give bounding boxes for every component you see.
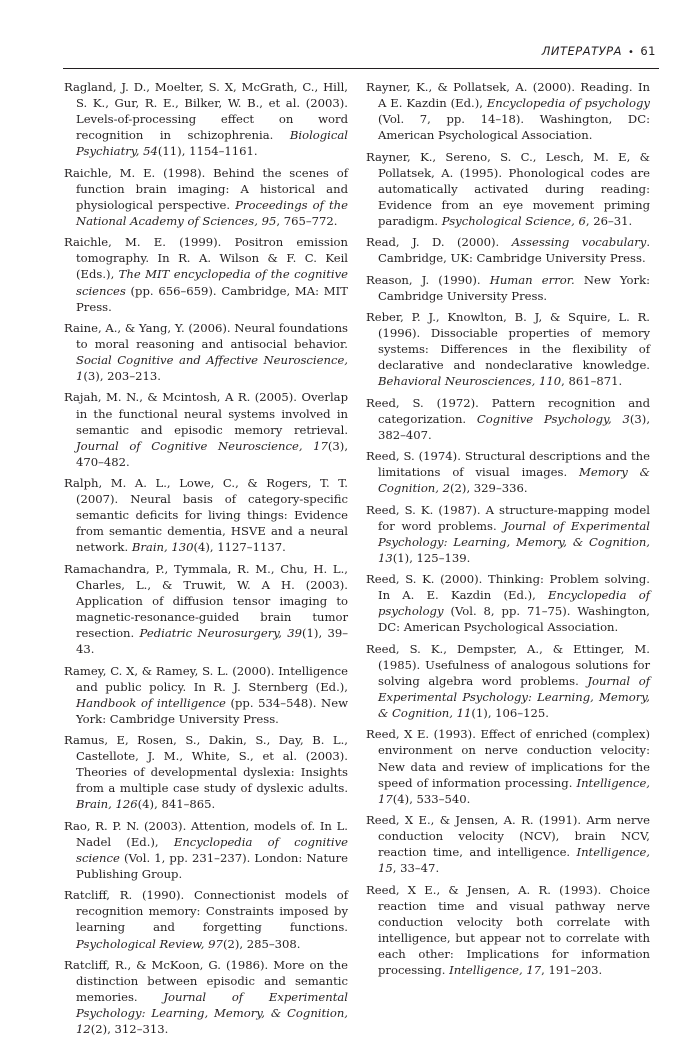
reference-text: (pp. 534–548). New York: Cambridge University Press.	[76, 695, 348, 726]
reference-entry	[366, 149, 650, 229]
reference-source: Handbook of intelligence	[76, 695, 226, 710]
reference-source: Journal of Experimental Psychology: Learning, Memory, & Cognition, 12	[76, 990, 348, 1037]
reference-text: Reber, P. J., Knowlton, B. J, & Squire, L. R. (1996). Dissociable properties of memory systems: Differences in the flexibility of declarative and nondeclarative knowledge.	[366, 309, 650, 373]
reference-source: Cognitive Psychology, 3	[476, 411, 630, 426]
reference-entry	[366, 448, 650, 496]
reference-text: , 765–772.	[276, 213, 338, 228]
reference-text: Reed, S. K., Dempster, A., & Ettinger, M. (1985). Usefulness of analogous solutions for solving algebra word problems.	[366, 641, 650, 688]
reference-source: Human error.	[489, 272, 575, 287]
reference-entry	[366, 812, 650, 876]
reference-text: (2), 285–308.	[222, 936, 301, 951]
reference-column-right	[366, 79, 650, 983]
reference-entry	[64, 320, 348, 384]
reference-text: Ramachandra, P., Tymmala, R. M., Chu, H. L., Charles, L., & Truwit, W. A H. (2003). Application of diffusion tensor imaging to magnetic-resonance-guided brain tumor resection.	[64, 561, 348, 641]
reference-text: Reed, X E., & Jensen, A. R. (1991). Arm nerve conduction velocity (NCV), brain NCV, reaction time, and intelligence.	[366, 813, 650, 860]
reference-text: Reed, X E., & Jensen, A. R. (1993). Choice reaction time and visual pathway nerve conduction velocity both correlate with intelligence, but appear not to correlate with each other: Implications for information processing.	[366, 882, 650, 978]
reference-text: (4), 533–540.	[392, 791, 471, 806]
reference-text: Reed, S. K. (1987). A structure-mapping model for word problems.	[366, 502, 650, 533]
reference-source: Biological Psychiatry, 54	[76, 128, 348, 159]
reference-text: (Vol. 1, pp. 231–237). London: Nature Publishing Group.	[76, 850, 348, 881]
reference-text: (11), 1154–1161.	[157, 144, 258, 159]
section-title: ЛИТЕРАТУРА	[541, 44, 622, 58]
reference-entry	[366, 502, 650, 566]
reference-source: Brain, 126	[76, 797, 138, 812]
reference-text: Rayner, K., Sereno, S. C., Lesch, M. E, & Pollatsek, A. (1995). Phonological codes are automatically activated during reading: Evidence from an eye movement priming paradigm.	[366, 149, 650, 228]
reference-text: . Cambridge, UK: Cambridge University Press.	[378, 235, 650, 266]
reference-entry	[64, 663, 348, 727]
reference-source: Journal of Cognitive Neuroscience, 17	[76, 438, 328, 453]
reference-source: Intelligence, 17	[449, 963, 542, 978]
reference-text: (1), 39–43.	[76, 626, 348, 657]
reference-text: Rajah, M. N., & Mcintosh, A R. (2005). Overlap in the functional neural systems involved in semantic and episodic memory retrieval.	[64, 390, 348, 437]
reference-entry	[366, 272, 650, 304]
reference-text: Raine, A., & Yang, Y. (2006). Neural foundations to moral reasoning and antisocial behavior.	[64, 320, 348, 351]
reference-entry	[64, 165, 348, 229]
reference-source: Psychological Science, 6	[441, 213, 586, 228]
reference-text: Ratcliff, R., & McKoon, G. (1986). More on the distinction between episodic and semantic memories.	[64, 957, 348, 1005]
page-number: 61	[640, 44, 656, 58]
reference-entry	[64, 389, 348, 469]
reference-source: Brain, 130	[131, 540, 194, 555]
reference-entry	[64, 818, 348, 882]
reference-text: (Vol. 8, pp. 71–75). Washington, DC: American Psychological Association.	[378, 604, 650, 635]
reference-source: Encyclopedia of cognitive science	[76, 834, 348, 865]
reference-text: , 861–871.	[561, 374, 623, 389]
reference-text: Reed, X E. (1993). Effect of enriched (complex) environment on nerve conduction velocity: New data and review of implications for the speed of information processing.	[366, 727, 650, 790]
reference-entry	[366, 395, 650, 443]
reference-source: Pediatric Neurosurgery, 39	[139, 626, 303, 641]
reference-text: Reed, S. (1972). Pattern recognition and categorization.	[366, 395, 650, 426]
reference-source: Intelligence, 17	[378, 775, 650, 806]
reference-text: Ramus, E, Rosen, S., Dakin, S., Day, B. L., Castellote, J. M., White, S., et al. (2003). Theories of developmental dyslexia: Insights from a multiple case study of dyslexic adults.	[64, 733, 348, 796]
reference-entry	[366, 309, 650, 389]
reference-text: Raichle, M. E. (1999). Positron emission tomography. In R. A. Wilson & F. C. Keil (Eds.),	[64, 235, 348, 282]
reference-entry	[366, 571, 650, 635]
running-head	[542, 44, 656, 58]
reference-text: (3), 470–482.	[76, 438, 348, 469]
reference-text: New York: Cambridge University Press.	[378, 272, 651, 303]
reference-text: (Vol. 7, pp. 14–18). Washington, DC: American Psychological Association.	[378, 112, 650, 143]
reference-entry	[64, 79, 348, 159]
reference-text: (2), 312–313.	[90, 1022, 169, 1037]
reference-text: (3), 382–407.	[378, 411, 650, 442]
reference-source: Social Cognitive and Affective Neuroscience, 1	[76, 353, 348, 384]
reference-text: (pp. 656–659). Cambridge, MA: MIT Press.	[76, 283, 348, 314]
reference-source: Psychological Review, 97	[76, 936, 223, 951]
reference-text: Ragland, J. D., Moelter, S. X, McGrath, C., Hill, S. K., Gur, R. E., Bilker, W. B., et al. (2003). Levels-of-processing effect on word recognition in schizophrenia.	[64, 80, 348, 143]
reference-entry	[64, 475, 348, 555]
reference-entry	[366, 882, 650, 979]
reference-entry	[64, 732, 348, 812]
reference-text: Reed, S. (1974). Structural descriptions and the limitations of visual images.	[366, 449, 650, 480]
reference-text: (3), 203–213.	[83, 369, 161, 384]
reference-text: Rao, R. P. N. (2003). Attention, models of. In L. Nadel (Ed.),	[64, 818, 348, 849]
reference-text: , 191–203.	[541, 963, 603, 978]
reference-source: Assessing vocabulary	[511, 235, 647, 250]
reference-text: , 33–47.	[392, 861, 440, 876]
reference-text: Reason, J. (1990).	[366, 272, 490, 287]
reference-source: Memory & Cognition, 2	[378, 465, 650, 496]
reference-source: Journal of Experimental Psychology: Learning, Memory, & Cognition, 13	[378, 518, 650, 565]
reference-text: (2), 329–336.	[450, 481, 528, 496]
header-separator: •	[627, 47, 635, 58]
reference-source: Journal of Experimental Psychology: Learning, Memory, & Cognition, 11	[378, 673, 650, 721]
reference-text: Ramey, C. X, & Ramey, S. L. (2000). Intelligence and public policy. In R. J. Sternberg (Ed.),	[64, 663, 348, 694]
reference-text: Rayner, K., & Pollatsek, A. (2000). Reading. In A E. Kazdin (Ed.),	[366, 80, 650, 111]
reference-source: Behavioral Neurosciences, 110	[378, 374, 562, 389]
reference-text: (4), 1127–1137.	[193, 540, 286, 555]
reference-entry	[366, 234, 650, 266]
header-rule	[63, 68, 659, 69]
reference-source: Intelligence, 15	[378, 845, 650, 876]
reference-column-left	[64, 79, 348, 1043]
reference-text: (1), 106–125.	[471, 706, 549, 721]
reference-entry	[64, 887, 348, 951]
reference-entry	[366, 726, 650, 806]
reference-source: Encyclopedia of psychology	[378, 588, 651, 619]
reference-text: , 26–31.	[585, 213, 633, 228]
reference-source: The MIT encyclopedia of the cognitive sciences	[76, 267, 348, 298]
reference-text: (4), 841–865.	[137, 797, 216, 812]
reference-text: Ratcliff, R. (1990). Connectionist models of recognition memory: Constraints imposed by learning and forgetting functions.	[64, 888, 348, 935]
reference-text: Read, J. D. (2000).	[366, 235, 512, 250]
reference-entry	[64, 561, 348, 658]
reference-text: Raichle, M. E. (1998). Behind the scenes of function brain imaging: A historical and physiological perspective.	[64, 165, 348, 212]
reference-text: Ralph, M. A. L., Lowe, C., & Rogers, T. T. (2007). Neural basis of category-specific semantic deficits for living things: Evidence from semantic dementia, HSVE and a neural network.	[64, 476, 348, 555]
reference-entry	[64, 957, 348, 1037]
reference-text: (1), 125–139.	[392, 550, 471, 565]
reference-entry	[366, 641, 650, 721]
reference-source: Proceedings of the National Academy of Sciences, 95	[76, 197, 348, 228]
reference-entry	[64, 234, 348, 314]
reference-entry	[366, 79, 650, 143]
reference-source: Encyclopedia of psychology	[486, 96, 650, 111]
reference-text: Reed, S. K. (2000). Thinking: Problem solving. In A. E. Kazdin (Ed.),	[366, 572, 650, 603]
